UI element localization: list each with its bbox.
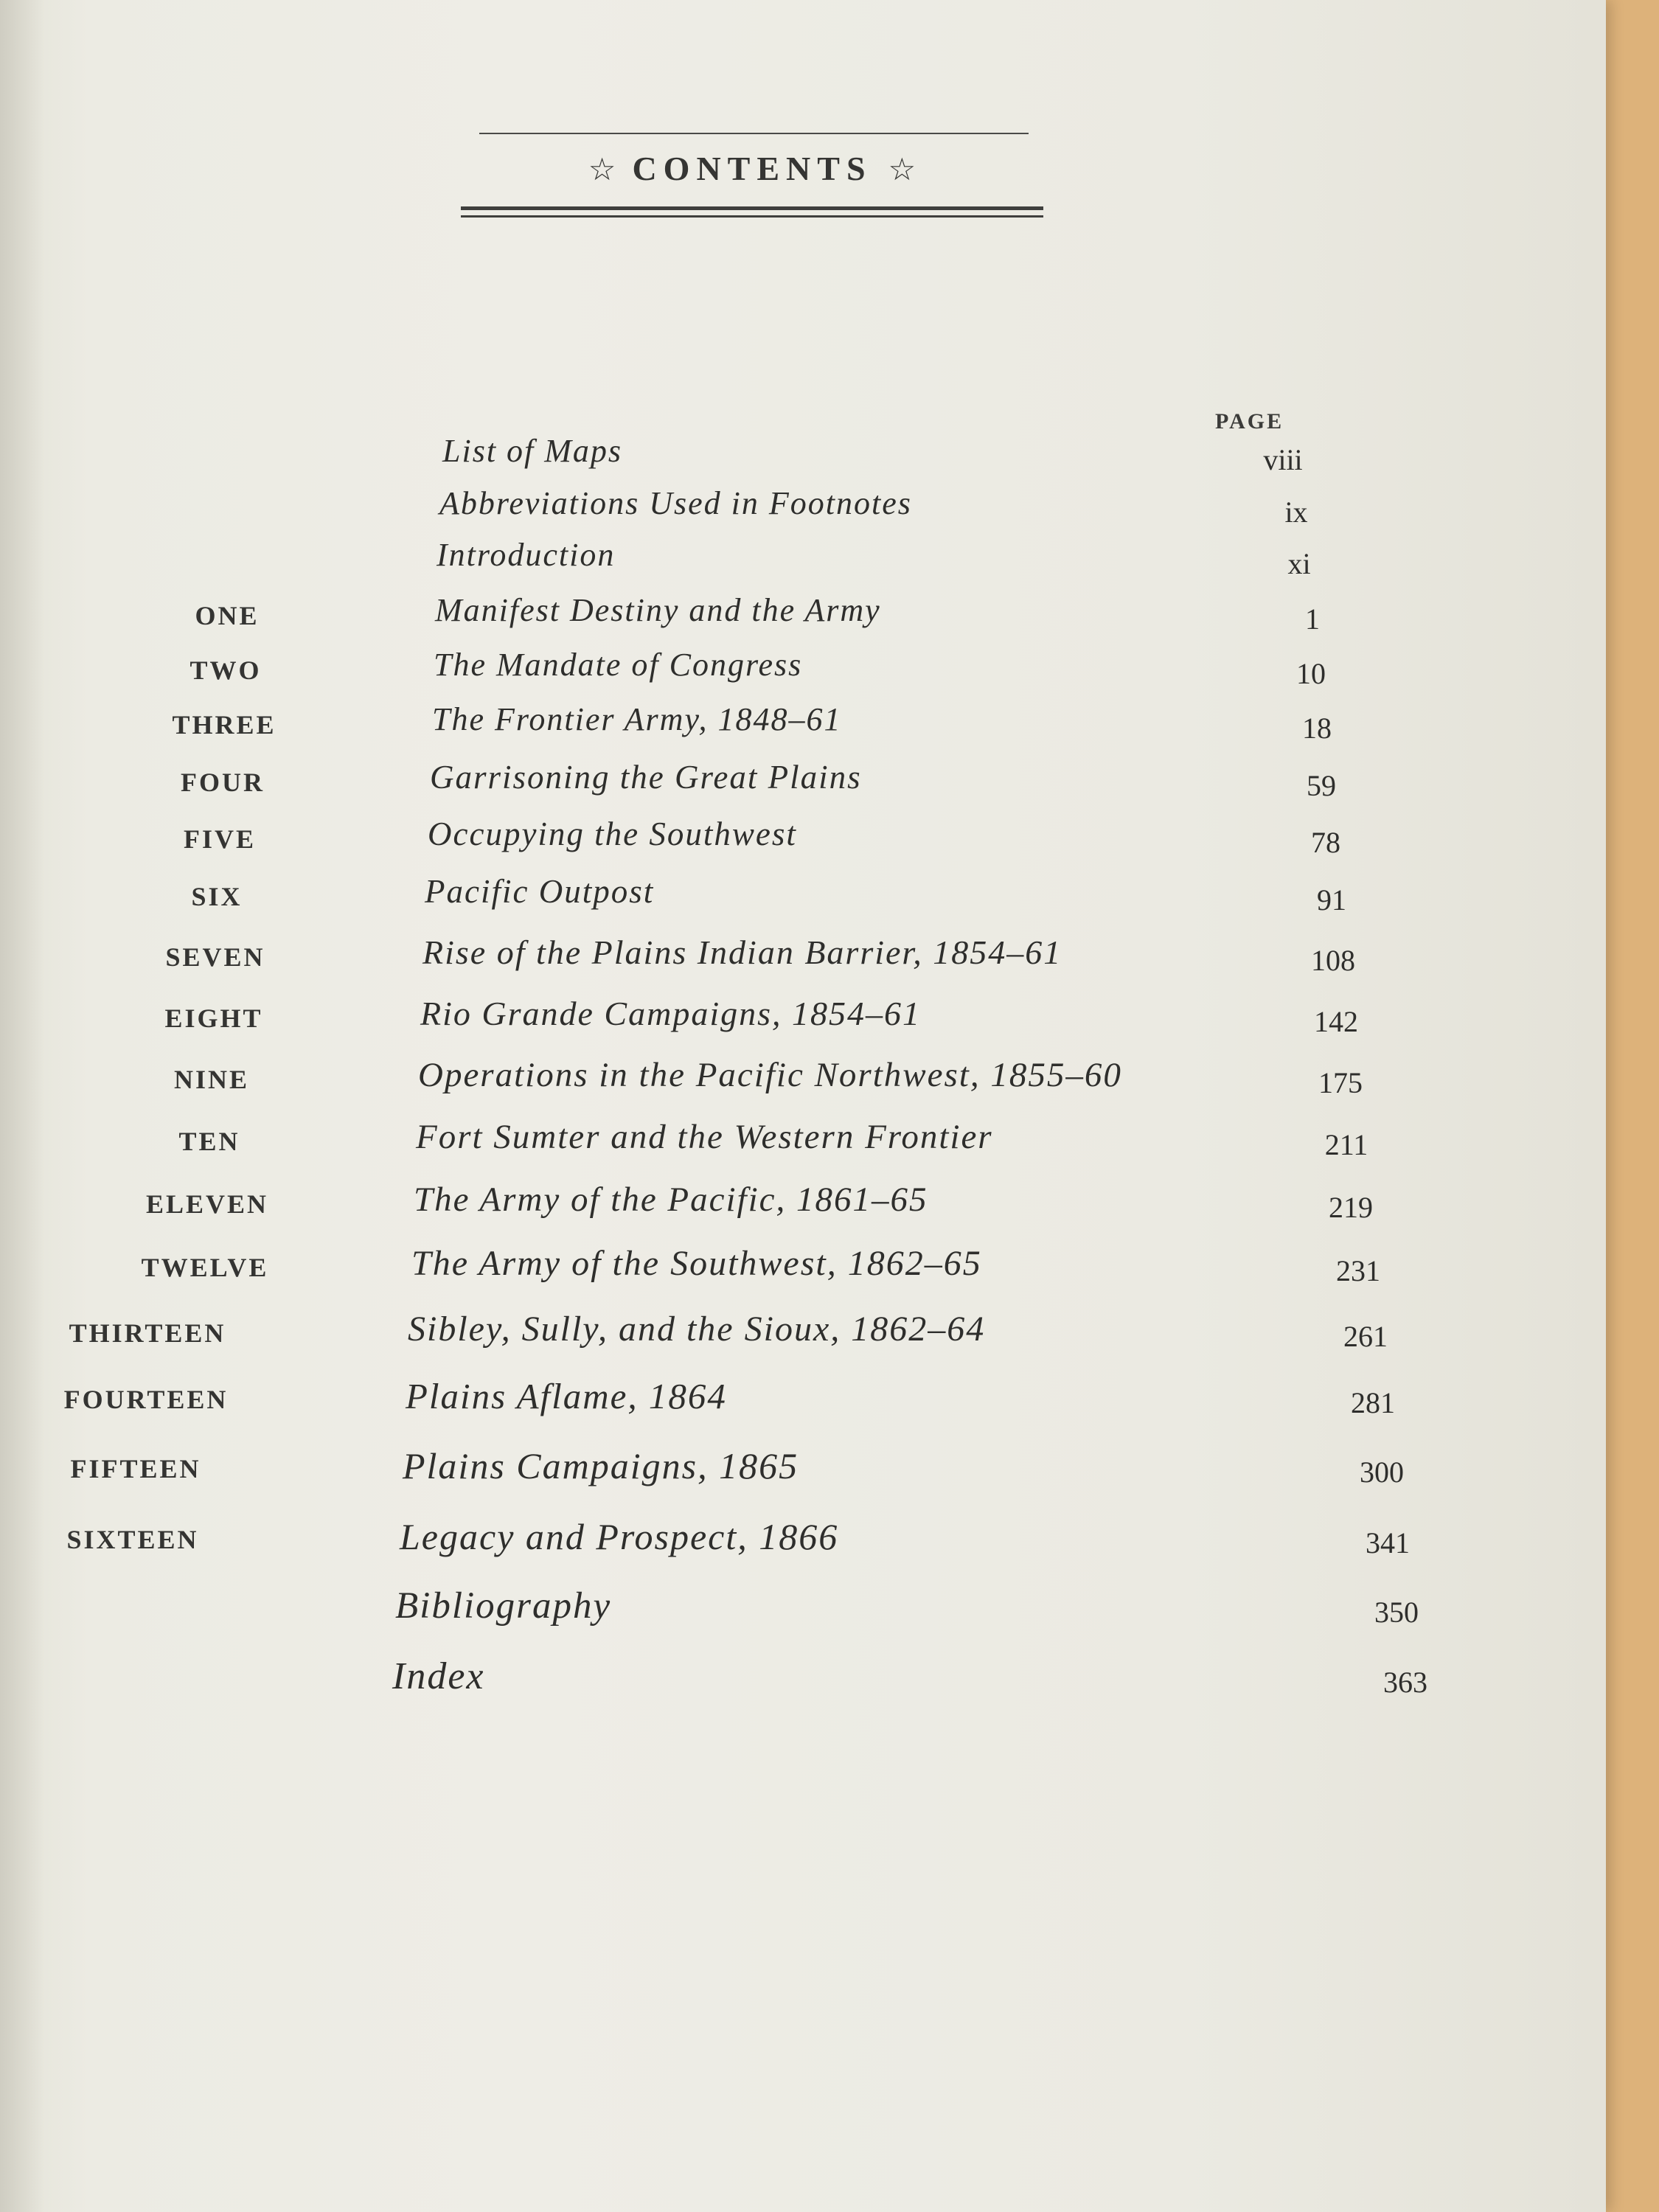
toc-entry (0, 933, 1606, 981)
chapter-number: TWO (189, 655, 262, 685)
toc-entry (0, 701, 1606, 749)
toc-entry (0, 592, 1606, 640)
toc-entry (0, 1056, 1606, 1104)
chapter-number: FOURTEEN (63, 1385, 229, 1414)
chapter-title: Plains Campaigns, 1865 (403, 1445, 799, 1486)
toc-entry (0, 1118, 1606, 1166)
page-number: ix (1284, 495, 1308, 529)
chapter-number: SIXTEEN (66, 1525, 199, 1554)
header-title-row (461, 149, 1043, 188)
chapter-title: Introduction (437, 537, 616, 573)
chapter-number: THIRTEEN (69, 1318, 226, 1348)
chapter-title: Rise of the Plains Indian Barrier, 1854–61 (422, 933, 1062, 971)
page-number: 142 (1314, 1005, 1358, 1038)
page-number: 1 (1305, 602, 1320, 636)
header-rule-bottom (461, 206, 1043, 210)
page-number: 108 (1311, 944, 1355, 977)
chapter-number: EIGHT (164, 1004, 263, 1033)
chapter-title: The Army of the Southwest, 1862–65 (411, 1244, 982, 1283)
toc-entry (0, 1585, 1606, 1633)
chapter-number: TEN (178, 1127, 240, 1156)
chapter-number: ONE (195, 601, 260, 630)
page-number: viii (1263, 443, 1303, 476)
page-number: 231 (1336, 1254, 1380, 1287)
header-rule-top (479, 133, 1029, 134)
page-number: 300 (1360, 1455, 1404, 1489)
contents-title: CONTENTS (632, 150, 872, 187)
chapter-title: List of Maps (442, 433, 623, 469)
header-rule-bottom-thin (461, 215, 1043, 218)
chapter-title: Bibliography (395, 1585, 612, 1627)
page-column-label: PAGE (1215, 409, 1284, 434)
page-number: xi (1287, 547, 1311, 580)
chapter-title: Rio Grande Campaigns, 1854–61 (420, 995, 921, 1032)
chapter-title: The Army of the Pacific, 1861–65 (414, 1180, 928, 1219)
chapter-title: Operations in the Pacific Northwest, 1855–60 (418, 1056, 1122, 1094)
chapter-number: ELEVEN (145, 1189, 269, 1219)
toc-entry (0, 995, 1606, 1043)
page-number: 91 (1317, 883, 1346, 917)
chapter-number: THREE (172, 710, 276, 740)
toc-entry (0, 759, 1606, 807)
page-number: 59 (1307, 769, 1336, 802)
toc-entry (0, 1376, 1606, 1424)
page-number: 78 (1311, 826, 1340, 859)
toc-entry (0, 1310, 1606, 1357)
toc-entry (0, 647, 1606, 695)
chapter-title: Sibley, Sully, and the Sioux, 1862–64 (408, 1310, 986, 1349)
contents-header (461, 111, 1043, 236)
toc-entry (0, 815, 1606, 863)
chapter-number: FOUR (181, 768, 265, 797)
toc-entry (0, 873, 1606, 921)
chapter-title: Index (392, 1655, 485, 1697)
chapter-title: Fort Sumter and the Western Frontier (416, 1118, 993, 1156)
chapter-number: NINE (173, 1065, 250, 1094)
page-number: 350 (1374, 1596, 1419, 1629)
toc-entry (0, 1655, 1606, 1703)
chapter-title: The Frontier Army, 1848–61 (432, 701, 842, 737)
chapter-title: Abbreviations Used in Footnotes (439, 485, 912, 521)
page-number: 175 (1318, 1066, 1363, 1099)
chapter-title: Garrisoning the Great Plains (430, 759, 862, 796)
chapter-title: Occupying the Southwest (428, 815, 797, 852)
page-number: 341 (1366, 1526, 1410, 1559)
page-number: 261 (1343, 1320, 1388, 1353)
page-number: 18 (1302, 712, 1332, 745)
chapter-number: FIFTEEN (70, 1454, 201, 1484)
toc-entry (0, 1445, 1606, 1493)
page-number: 219 (1329, 1191, 1373, 1224)
toc-entry (0, 433, 1606, 481)
chapter-title: Manifest Destiny and the Army (435, 592, 881, 628)
chapter-number: SEVEN (165, 942, 265, 972)
page-gutter-shadow (0, 0, 44, 2212)
toc-entry (0, 1180, 1606, 1228)
star-outline-icon: ☆ (588, 153, 616, 187)
chapter-number: TWELVE (141, 1253, 269, 1282)
star-outline-icon: ☆ (888, 153, 917, 187)
chapter-title: Plains Aflame, 1864 (406, 1376, 727, 1416)
toc-entry (0, 1244, 1606, 1292)
page-number: 211 (1324, 1128, 1368, 1161)
toc-entry (0, 1516, 1606, 1564)
page-number: 363 (1383, 1666, 1427, 1699)
chapter-number: FIVE (183, 824, 256, 854)
chapter-number: SIX (191, 882, 243, 911)
chapter-title: Pacific Outpost (425, 873, 655, 910)
page-number: 10 (1296, 657, 1326, 690)
chapter-title: The Mandate of Congress (434, 647, 803, 683)
page-number: 281 (1351, 1386, 1395, 1419)
toc-entry (0, 485, 1606, 533)
chapter-title: Legacy and Prospect, 1866 (400, 1516, 839, 1557)
toc-entry (0, 537, 1606, 585)
